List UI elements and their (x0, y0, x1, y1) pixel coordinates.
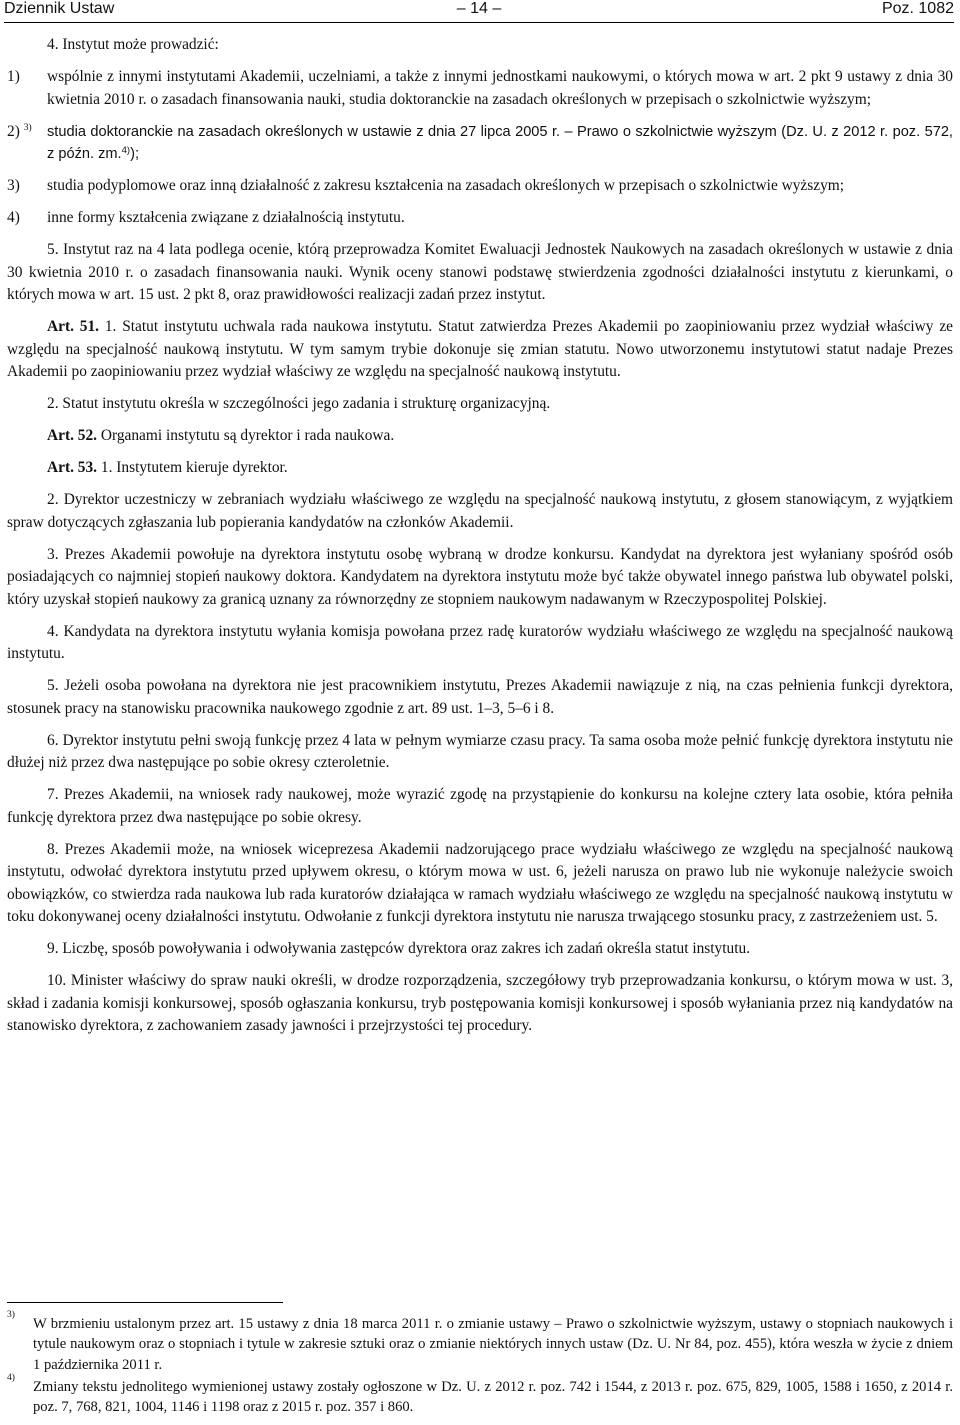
art53-paragraph-7: 7. Prezes Akademii, na wniosek rady naukowej, może wyrazić zgodę na przystąpienie do konkursu na kolejne cztery lata osobie, która pełniła funkcję dyrektora przez dwa następujące po sobie okresy. (7, 786, 953, 826)
position-number: Poz. 1082 (881, 0, 954, 17)
page-number: – 14 – (456, 0, 502, 17)
art51-paragraph-1 (7, 316, 953, 383)
art53-paragraph-3: 3. Prezes Akademii powołuje na dyrektora instytutu osobę wybraną w drodze konkursu. Kandydat na dyrektora jest wyłaniany spośród osób posiadających co najmniej stopień naukowy doktora. Kandydatem na dyrektora instytutu może być także obywatel innego państwa lub obywatel polski, który uzyskał stopień naukowy za granicą uznany za równorzędny ze stopniem naukowym nadawanym w Rzeczypospolitej Polskiej. (7, 545, 953, 608)
article-label: Art. 52. (47, 427, 98, 445)
section5-paragraph: 5. Instytut raz na 4 lata podlega ocenie, którą przeprowadza Komitet Ewaluacji Jednostek Naukowych na zasadach określonych w ustawie z dnia 30 kwietnia 2010 r. o zasadach finansowania nauki. Wynik oceny stanowi podstawę stwierdzenia zgodności działalności instytutu z kierunkami, o których mowa w art. 15 ust. 2 pkt 8, oraz prawidłowości realizacji zadań przez instytut. (7, 241, 953, 304)
list-item-text-part: studia doktoranckie na zasadach określonych w ustawie z dnia 27 lipca 2005 r. – Prawo o szkolnictwie wyższym (Dz. U. z 2012 r. poz. 572, z późn. zm. (47, 123, 953, 162)
document-body (7, 34, 953, 1047)
footnote-ref-3: 3) (23, 122, 32, 133)
list-item-number (7, 121, 32, 145)
paragraph-text: 1. Statut instytutu uchwala rada naukowa instytutu. Statut zatwierdza Prezes Akademii po zaopiniowaniu przez wydział właściwy ze względu na specjalność naukową instytutu. W tym samym trybie dokonuje się zmian statutu. Nowo utworzonemu instytutowi statut nadaje Prezes Akademii po zaopiniowaniu przez wydział właściwy ze względu na specjalność naukową instytutu. (7, 318, 953, 380)
footnote-number: 4) (7, 1372, 15, 1383)
art53-paragraph-9: 9. Liczbę, sposób powoływania i odwoływania zastępców dyrektora oraz zakres ich zadań określa statut instytutu. (47, 940, 751, 958)
list-item (7, 121, 953, 166)
list-item-text (47, 124, 953, 162)
art53-paragraph-2: 2. Dyrektor uczestniczy w zebraniach wydziału właściwego ze względu na specjalność naukową instytutu, z głosem stanowiącym, z wyjątkiem spraw dotyczących zgłaszania lub popierania kandydatów na członków Akademii. (7, 491, 953, 531)
header-divider (4, 22, 954, 23)
page-header (4, 0, 954, 22)
list-item-number: 1) (7, 68, 20, 86)
list-item-number: 4) (7, 209, 20, 227)
art53-paragraph-10: 10. Minister właściwy do spraw nauki określi, w drodze rozporządzenia, szczegółowy tryb przeprowadzania konkursu, o którym mowa w ust. 3, skład i zadania komisji konkursowej, sposób ogłaszania konkursu, tryb postępowania komisji konkursowej i sposób wyłaniania przez nią kandydatów na stanowisko dyrektora, z zachowaniem zasady jawności i przejrzystości tej procedury. (7, 972, 953, 1034)
footnotes (7, 1310, 953, 1419)
section4-intro: 4. Instytut może prowadzić: (47, 36, 219, 53)
article-label: Art. 51. (47, 318, 99, 336)
art53-paragraph-6: 6. Dyrektor instytutu pełni swoją funkcję przez 4 lata w pełnym wymiarze czasu pracy. Ta sama osoba może pełnić funkcję dyrektora instytutu nie dłużej niż przez dwa następujące po sobie okresy czteroletnie. (7, 731, 953, 772)
paragraph-text: Organami instytutu są dyrektor i rada naukowa. (100, 427, 395, 445)
list-item-text: inne formy kształcenia związane z działalnością instytutu. (47, 209, 405, 227)
paragraph-text: 1. Instytutem kieruje dyrektor. (100, 459, 288, 477)
footnote-text: W brzmieniu ustalonym przez art. 15 ustawy z dnia 18 marca 2011 r. o zmianie ustawy – Prawo o szkolnictwie wyższym, ustawy o stopniach naukowych i tytule naukowym oraz o stopniach i tytule w zakresie sztuki oraz o zmianie niektórych innych ustaw (Dz. U. Nr 84, poz. 455), która weszła w życie z dniem 1 października 2011 r. (33, 1316, 953, 1373)
list-item-text: studia podyplomowe oraz inną działalność z zakresu kształcenia na zasadach określonych w przepisach o szkolnictwie wyższym; (47, 177, 845, 195)
art53-paragraph-4: 4. Kandydata na dyrektora instytutu wyłania komisja powołana przez radę kuratorów wydziału właściwego ze względu na specjalność naukową instytutu. (7, 622, 953, 663)
footnote-divider (7, 1302, 283, 1303)
art53-paragraph-5: 5. Jeżeli osoba powołana na dyrektora nie jest pracownikiem instytutu, Prezes Akademii nawiązuje z nią, na czas pełnienia funkcji dyrektora, stosunek pracy na stanowisku pracownika naukowego zgodnie z art. 89 ust. 1–3, 5–6 i 8. (7, 677, 953, 717)
list-item (7, 207, 953, 229)
art52-paragraph (7, 425, 953, 447)
list-item-number-text: 2) (7, 122, 20, 140)
list-item-text-end: ); (130, 146, 139, 162)
journal-title: Dziennik Ustaw (4, 0, 115, 17)
list-item-text: wspólnie z innymi instytutami Akademii, uczelniami, a także z innymi jednostkami naukowymi, o których mowa w art. 2 pkt 9 ustawy z dnia 30 kwietnia 2010 r. o zasadach finansowania nauki, studia doktoranckie na zasadach określonych w przepisach o szkolnictwie wyższym; (47, 68, 953, 108)
footnote-ref-4: 4) (121, 145, 131, 156)
list-item (7, 175, 953, 197)
list-item (7, 66, 953, 111)
art53-paragraph-1 (7, 457, 953, 479)
article-label: Art. 53. (47, 459, 98, 477)
footnote-number: 3) (7, 1310, 15, 1320)
art51-paragraph-2: 2. Statut instytutu określa w szczególności jego zadania i strukturę organizacyjną. (47, 395, 551, 413)
footnote (7, 1372, 953, 1418)
footnote (7, 1310, 953, 1375)
list-item-number: 3) (7, 177, 20, 195)
footnote-text: Zmiany tekstu jednolitego wymienionej ustawy zostały ogłoszone w Dz. U. z 2012 r. poz. 742 i 1544, z 2013 r. poz. 675, 829, 1005, 1588 i 1650, z 2014 r. poz. 7, 768, 821, 1004, 1146 i 1198 oraz z 2015 r. poz. 357 i 860. (33, 1378, 953, 1416)
art53-paragraph-8: 8. Prezes Akademii może, na wniosek wiceprezesa Akademii nadzorującego prace wydziału właściwego ze względu na specjalność naukową instytutu, odwołać dyrektora instytutu przed upływem okresu, o którym mowa w ust. 6, jeżeli narusza on prawo lub nie wykonuje należycie swoich obowiązków, co stwierdza rada naukowa lub rada kuratorów działająca w ramach wydziału właściwego ze względu na specjalność naukową instytutu w toku dokonywanej oceny działalności instytutu. Odwołanie z funkcji dyrektora instytutu nie narusza trwającego stosunku pracy, z zastrzeżeniem ust. 5. (7, 840, 953, 925)
